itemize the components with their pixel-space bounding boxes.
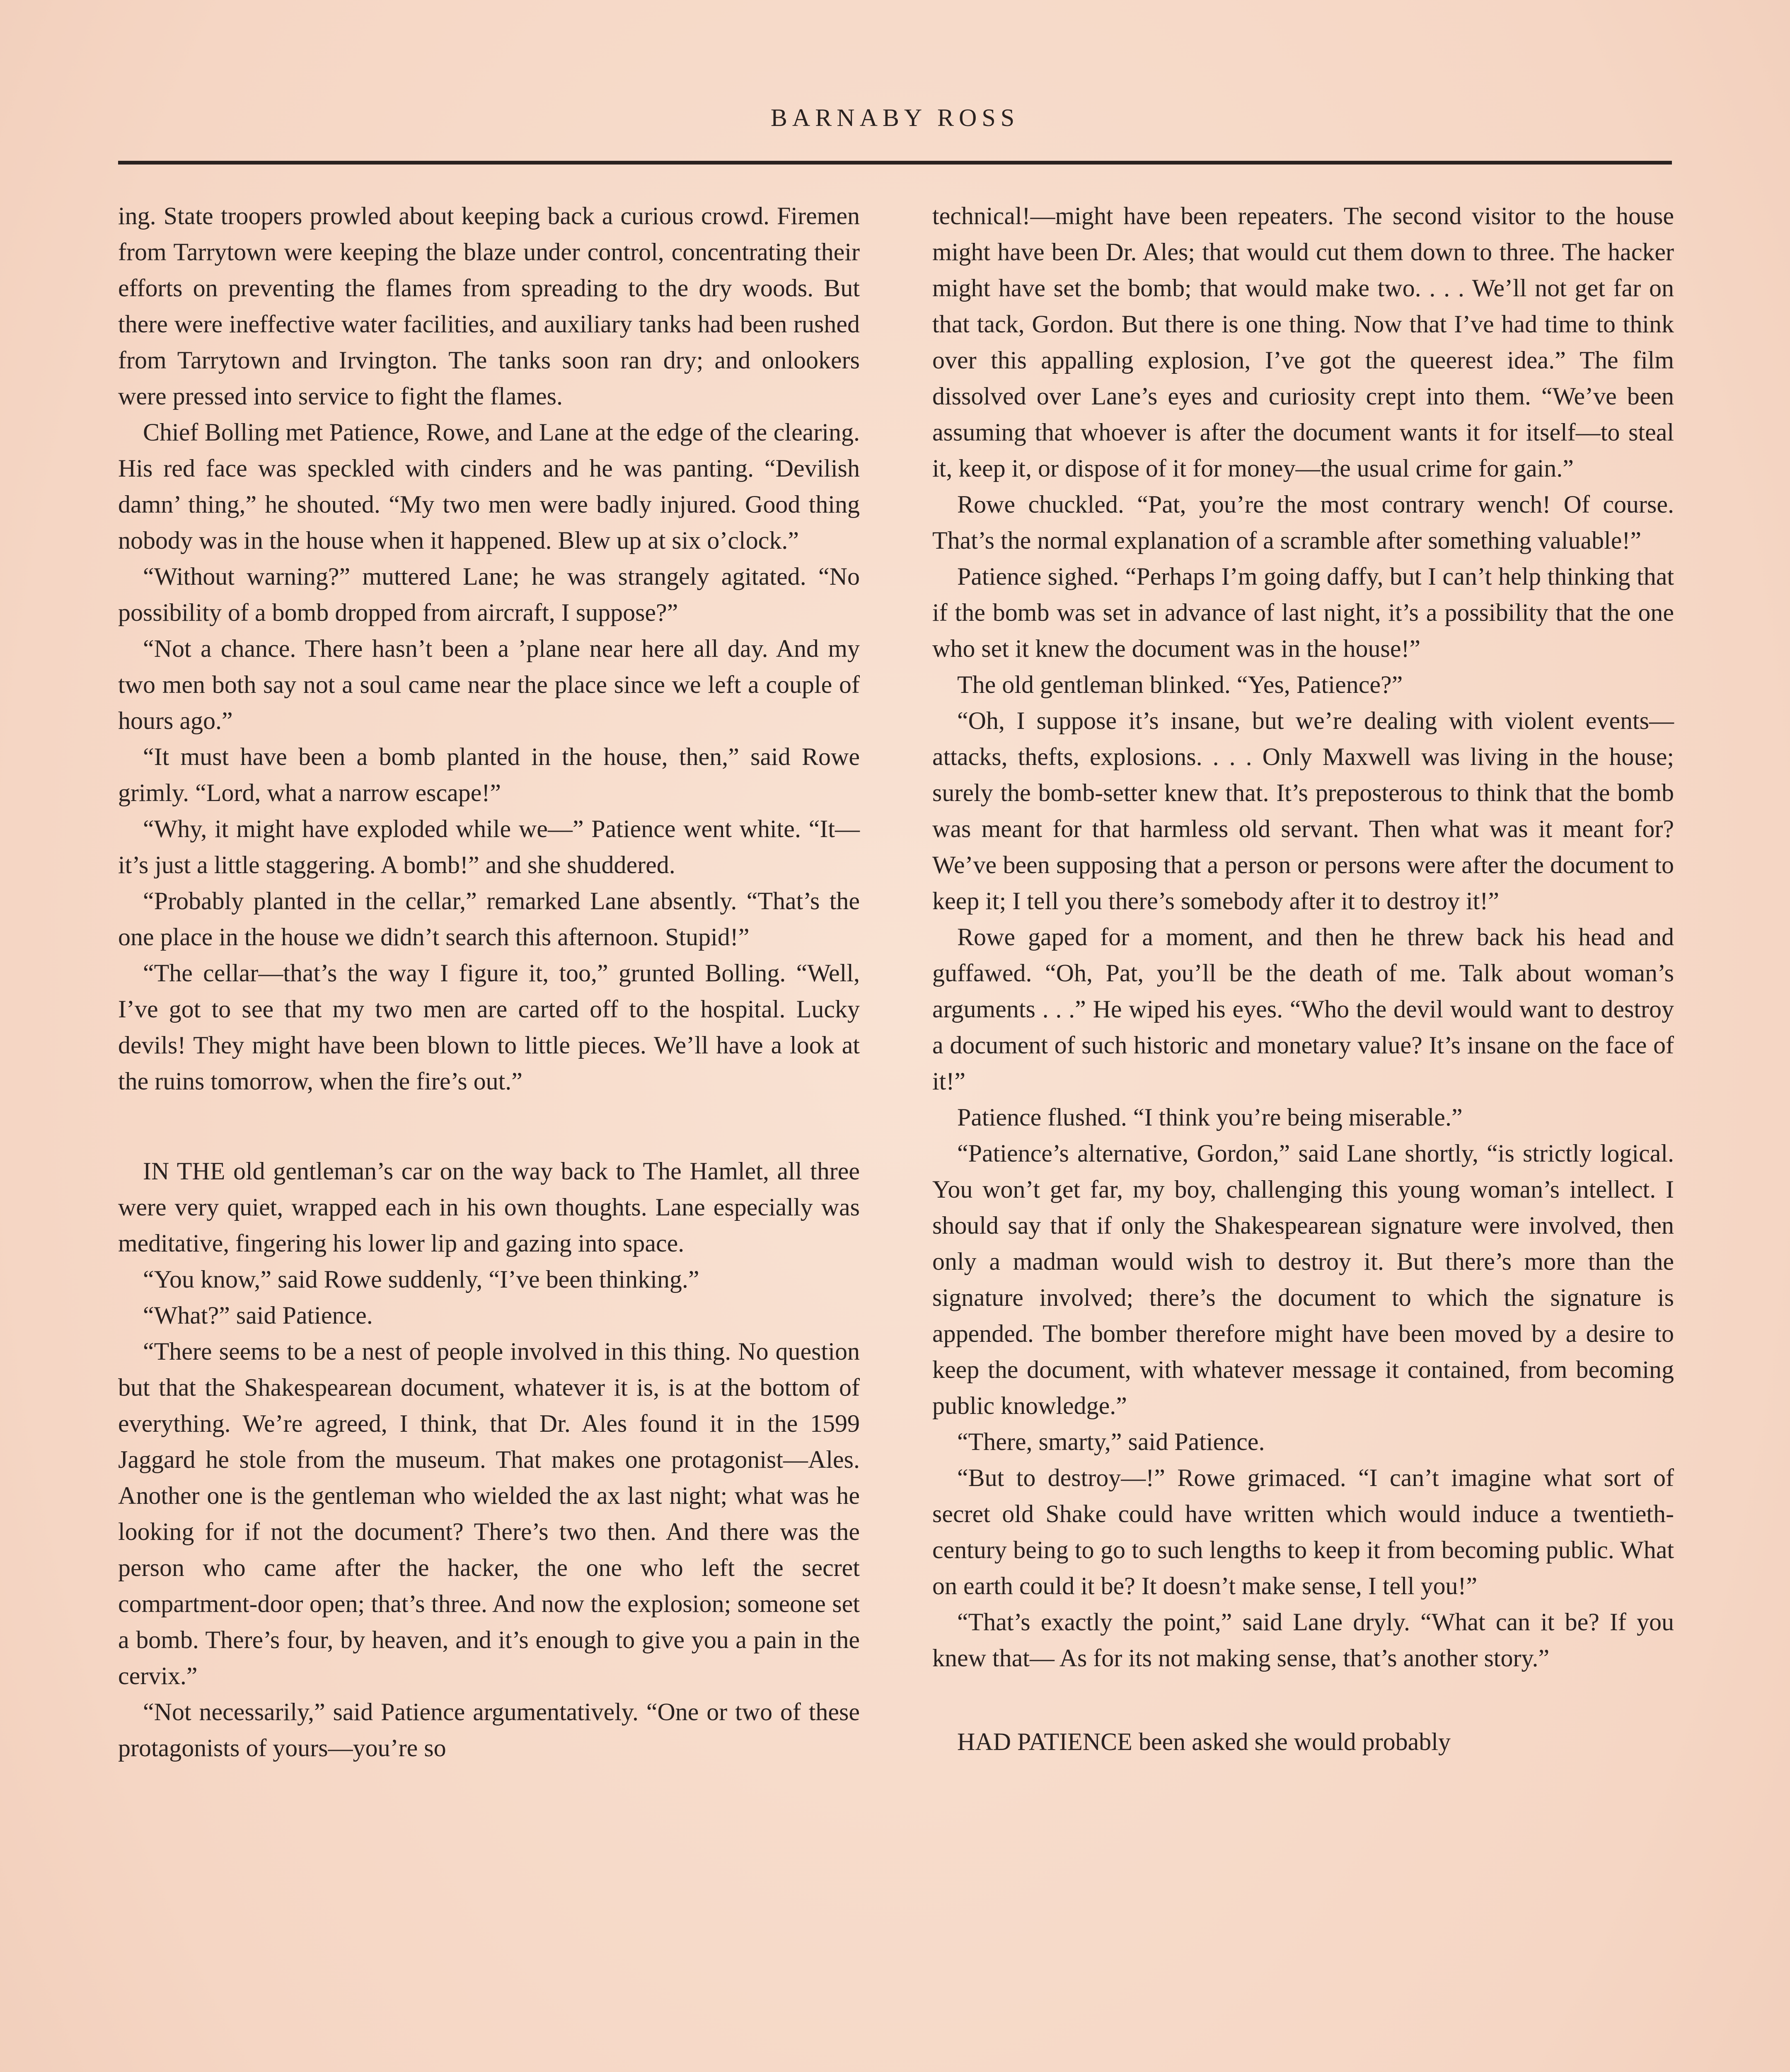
paragraph: “But to destroy—!” Rowe grimaced. “I can’t imagine what sort of secret old Shake could have written which would induce a twentieth-century being to go to such lengths to keep it from becoming public. What on earth could it be? It doesn’t make sense, I tell you!” — [932, 1464, 1674, 1600]
paragraph: Chief Bolling met Patience, Rowe, and Lane at the edge of the clearing. His red face was speckled with cinders and he was panting. “Devilish damn’ thing,” he shouted. “My two men were badly injured. Good thing nobody was in the house when it happened. Blew up at six o’clock.” — [118, 419, 860, 554]
paragraph: Patience flushed. “I think you’re being miserable.” — [957, 1104, 1463, 1131]
section-break-paragraph: HAD PATIENCE been asked she would probably — [957, 1728, 1451, 1755]
header-rule — [118, 161, 1672, 165]
paragraph: “Without warning?” muttered Lane; he was strangely agitated. “No possibility of a bomb dropped from aircraft, I suppose?” — [118, 563, 860, 626]
section-break-paragraph: IN THE old gentleman’s car on the way back to The Hamlet, all three were very quiet, wrapped each in his own thoughts. Lane especially was meditative, fingering his lower lip and gazing into space. — [118, 1157, 860, 1257]
paragraph: “That’s exactly the point,” said Lane dryly. “What can it be? If you knew that— As for its not making sense, that’s another story.” — [932, 1608, 1674, 1672]
paragraph: technical!—might have been repeaters. The second visitor to the house might have been Dr. Ales; that would cut them down to three. The hacker might have set the bomb; that would make two. . . . We’ll not get far on that tack, Gordon. But there is one thing. Now that I’ve had time to think over this appalling explosion, I’ve got the queerest idea.” The film dissolved over Lane’s eyes and curiosity crept into them. “We’ve been assuming that whoever is after the document wants it for itself—to steal it, keep it, or dispose of it for money—the usual crime for gain.” — [932, 202, 1674, 482]
paragraph: “The cellar—that’s the way I figure it, too,” grunted Bolling. “Well, I’ve got to see that my two men are carted off to the hospital. Lucky devils! They might have been blown to little pieces. We’ll have a look at the ruins tomorrow, when the fire’s out.” — [118, 959, 860, 1095]
paragraph: Patience sighed. “Perhaps I’m going daffy, but I can’t help thinking that if the bomb was set in advance of last night, it’s a possibility that the one who set it knew the document was in the house!” — [932, 563, 1674, 662]
paragraph: Rowe gaped for a moment, and then he threw back his head and guffawed. “Oh, Pat, you’ll be the death of me. Talk about woman’s arguments . . .” He wiped his eyes. “Who the devil would want to destroy a document of such historic and monetary value? It’s insane on the face of it!” — [932, 923, 1674, 1095]
paragraph: “Why, it might have exploded while we—” Patience went white. “It—it’s just a little staggering. A bomb!” and she shuddered. — [118, 815, 860, 879]
paragraph: “Not a chance. There hasn’t been a ’plane near here all day. And my two men both say not a soul came near the place since we left a couple of hours ago.” — [118, 635, 860, 734]
paragraph: “It must have been a bomb planted in the house, then,” said Rowe grimly. “Lord, what a narrow escape!” — [118, 743, 860, 806]
left-column — [118, 198, 860, 1766]
paragraph: “You know,” said Rowe suddenly, “I’ve been thinking.” — [143, 1266, 699, 1293]
paragraph: “Not necessarily,” said Patience argumentatively. “One or two of these protagonists of yours—you’re so — [118, 1698, 860, 1762]
paragraph: Rowe chuckled. “Pat, you’re the most contrary wench! Of course. That’s the normal explanation of a scramble after something valuable!” — [932, 491, 1674, 554]
running-header: BARNABY ROSS — [770, 104, 1020, 131]
paragraph: “There seems to be a nest of people involved in this thing. No question but that the Shakespearean document, whatever it is, is at the bottom of everything. We’re agreed, I think, that Dr. Ales found it in the 1599 Jaggard he stole from the museum. That makes one protagonist—Ales. Another one is the gentleman who wielded the ax last night; what was he looking for if not the document? There’s two then. And there was the person who came after the hacker, the one who left the secret compartment-door open; that’s three. And now the explosion; someone set a bomb. There’s four, by heaven, and it’s enough to give you a pain in the cervix.” — [118, 1338, 860, 1690]
paragraph: “Patience’s alternative, Gordon,” said Lane shortly, “is strictly logical. You won’t get far, my boy, challenging this young woman’s intellect. I should say that if only the Shakespearean signature were involved, then only a madman would wish to destroy it. But there’s more than the signature involved; there’s the document to which the signature is appended. The bomber therefore might have been moved by a desire to keep the document, with whatever message it contained, from becoming public knowledge.” — [932, 1140, 1674, 1419]
paragraph: The old gentleman blinked. “Yes, Patience?” — [957, 671, 1403, 698]
paragraph: “There, smarty,” said Patience. — [957, 1428, 1265, 1455]
paragraph: “Oh, I suppose it’s insane, but we’re dealing with violent events—attacks, thefts, explosions. . . . Only Maxwell was living in the house; surely the bomb-setter knew that. It’s preposterous to think that the bomb was meant for that harmless old servant. Then what was it meant for? We’ve been supposing that a person or persons were after the document to keep it; I tell you there’s somebody after it to destroy it!” — [932, 707, 1674, 915]
right-column — [932, 198, 1674, 1760]
paragraph: “Probably planted in the cellar,” remarked Lane absently. “That’s the one place in the house we didn’t search this afternoon. Stupid!” — [118, 887, 860, 951]
paragraph: ing. State troopers prowled about keeping back a curious crowd. Firemen from Tarrytown were keeping the blaze under control, concentrating their efforts on preventing the flames from spreading to the dry woods. But there were ineffective water facilities, and auxiliary tanks had been rushed from Tarrytown and Irvington. The tanks soon ran dry; and onlookers were pressed into service to fight the flames. — [118, 202, 860, 410]
paragraph: “What?” said Patience. — [143, 1302, 373, 1329]
